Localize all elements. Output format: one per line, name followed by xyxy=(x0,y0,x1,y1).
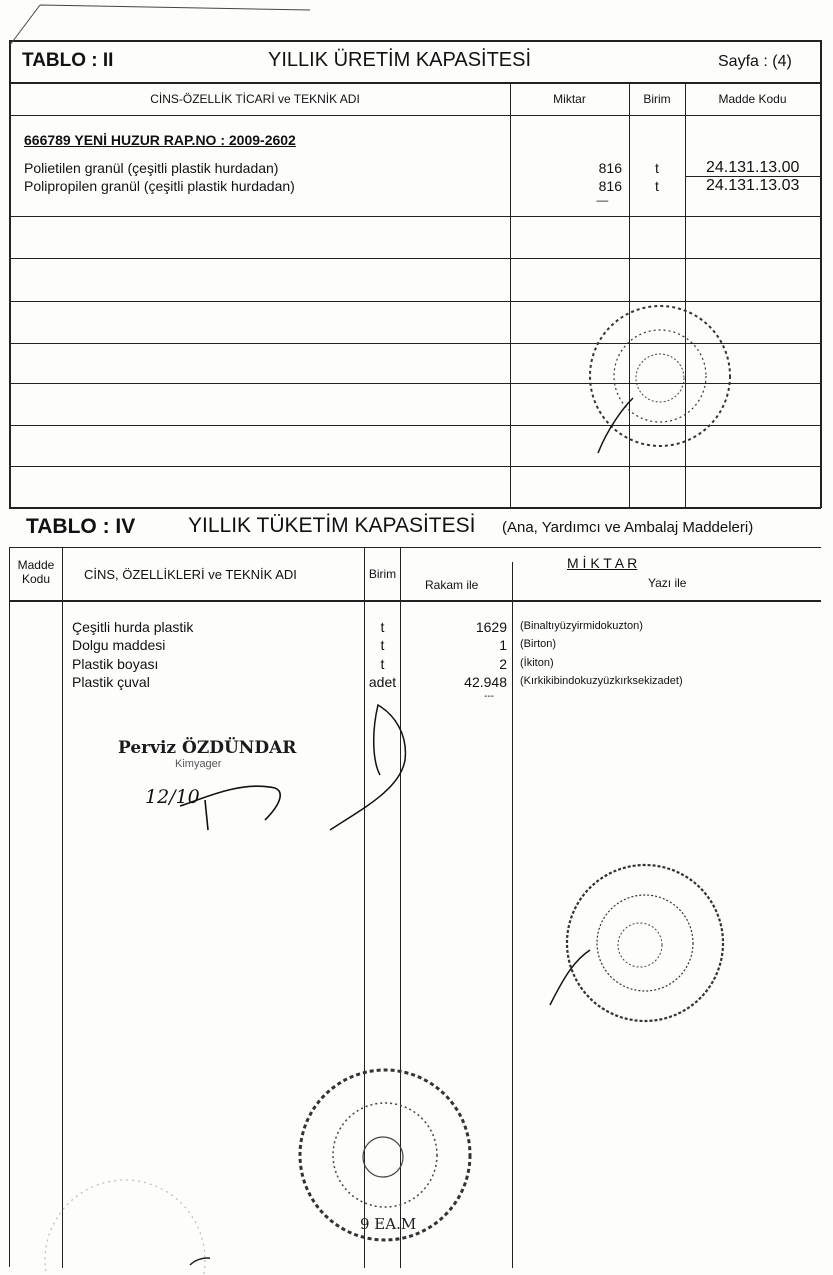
tablo2-title: YILLIK ÜRETİM KAPASİTESİ xyxy=(268,49,532,71)
material-numeric: 1629 xyxy=(475,619,507,635)
material-written: (Kırkikibindokuzyüzkırksekizadet) xyxy=(520,675,683,687)
product-amount: 816 xyxy=(598,178,622,194)
header-numeric: Rakam ile xyxy=(425,578,479,592)
header-name: CİNS-ÖZELLİK TİCARİ ve TEKNİK ADI xyxy=(150,92,360,106)
header-code-text: Madde Kodu xyxy=(17,558,55,586)
material-name: Plastik boyası xyxy=(72,656,159,672)
tablo2-label: TABLO : II xyxy=(22,50,114,71)
signer-role: Kimyager xyxy=(175,758,222,770)
material-name: Çeşitli hurda plastik xyxy=(72,619,194,635)
tablo4-label: TABLO : IV xyxy=(26,515,136,538)
material-name: Dolgu maddesi xyxy=(72,637,166,653)
page-number: Sayfa : (4) xyxy=(718,53,792,70)
material-name: Plastik çuval xyxy=(72,674,150,690)
material-written: (İkiton) xyxy=(520,657,554,669)
material-numeric: 2 xyxy=(499,656,507,672)
product-name: Polietilen granül (çeşitli plastik hurdadan) xyxy=(24,160,279,176)
material-unit: t xyxy=(380,619,385,635)
product-amount: 816 xyxy=(598,160,622,176)
signer-name: Perviz ÖZDÜNDAR xyxy=(118,738,297,758)
seal-stamp xyxy=(545,855,735,1035)
material-written: (Birton) xyxy=(520,638,557,650)
product-unit: t xyxy=(655,178,659,194)
material-numeric: 1 xyxy=(499,637,507,653)
material-unit: t xyxy=(380,656,385,672)
faded-stamp xyxy=(40,1175,210,1275)
material-unit: t xyxy=(380,637,385,653)
product-name: Polipropilen granül (çeşitli plastik hurdadan) xyxy=(24,178,295,194)
end-mark: --- xyxy=(484,691,494,702)
material-numeric: 42.948 xyxy=(464,674,507,690)
header-amount: Miktar xyxy=(553,92,586,106)
product-unit: t xyxy=(655,160,659,176)
header-code: Madde Kodu xyxy=(718,92,787,106)
tablo4-subtitle: (Ana, Yardımcı ve Ambalaj Maddeleri) xyxy=(502,519,754,536)
signature-date: 12/10 xyxy=(145,786,200,808)
seal-stamp xyxy=(588,298,738,458)
product-code: 24.131.13.00 xyxy=(706,159,800,176)
material-unit: adet xyxy=(368,674,397,690)
product-code: 24.131.13.03 xyxy=(706,177,800,194)
header-written: Yazı ile xyxy=(648,576,687,590)
header-unit: Birim xyxy=(643,92,671,106)
section-title: 666789 YENİ HUZUR RAP.NO : 2009-2602 xyxy=(24,132,296,148)
header-amount-iv: M İ K T A R xyxy=(567,555,638,571)
bottom-stamp-text: 9 EA.M xyxy=(360,1215,417,1233)
tablo4-title: YILLIK TÜKETİM KAPASİTESİ xyxy=(188,514,476,537)
header-name-iv: CİNS, ÖZELLİKLERİ ve TEKNİK ADI xyxy=(84,567,297,582)
material-written: (Binaltıyüzyirmidokuzton) xyxy=(520,620,643,632)
end-mark: ----- xyxy=(596,196,608,207)
header-unit-iv: Birim xyxy=(368,567,397,581)
